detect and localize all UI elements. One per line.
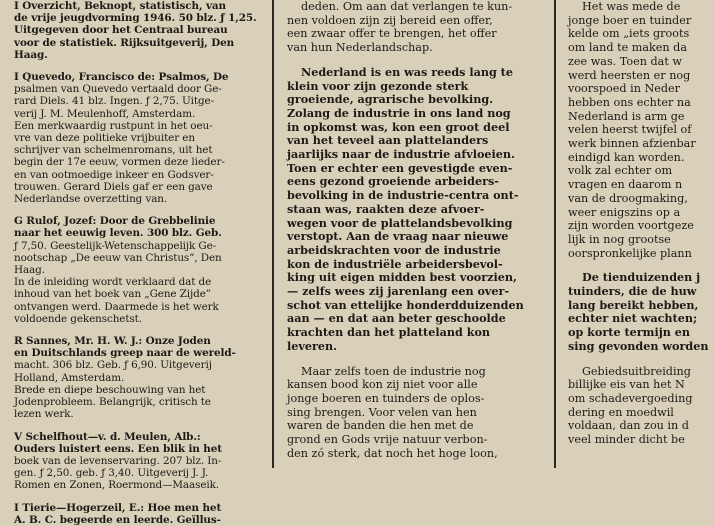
review-line: I Tierie—Hogerzeil, E.: Hoe men het	[14, 501, 222, 514]
review-line: en van ootmoedige inkeer en Godsver-	[14, 168, 214, 181]
review-line: Haag.	[14, 264, 45, 277]
review-line: voldoende gekenschetst.	[14, 312, 142, 325]
article-line: sing brengen. Voor velen van hen	[287, 405, 477, 419]
review-line: rard Diels. 41 blz. Ingen. ƒ 2,75. Uitge-	[14, 95, 214, 108]
review-line: verij J. M. Meulenhoff, Amsterdam.	[14, 107, 196, 120]
review-line: Haag.	[14, 48, 48, 61]
review-line: lezen werk.	[14, 408, 74, 421]
review-line: naar het eeuwig leven. 300 blz. Geb.	[14, 227, 222, 240]
article-line: wegen voor de plattelandsbevolking	[287, 215, 513, 230]
article-line: van de droogmaking,	[568, 191, 688, 205]
article-line: De tienduizenden j	[582, 270, 701, 285]
article-line: leveren.	[287, 338, 338, 353]
review-line: ƒ 7,50. Geestelijk-Wetenschappelijk Ge-	[14, 239, 217, 252]
article-line: werd heersten er nog	[568, 68, 691, 82]
article-line: voorspoed in Neder	[568, 82, 680, 96]
review-line: V Schelfhout—v. d. Meulen, Alb.:	[14, 430, 201, 443]
article-line: op korte termijn en	[568, 325, 691, 340]
review-line: R Sannes, Mr. H. W. J.: Onze Joden	[14, 335, 211, 348]
article-line: zijn worden voortgeze	[568, 219, 694, 233]
article-line: eens gezond groeiende arbeiders-	[287, 174, 499, 189]
review-line: schrijver van schelmenromans, uit het	[14, 144, 213, 157]
article-line: sing gevonden worden	[568, 338, 709, 353]
column-rule-left	[272, 0, 274, 468]
article-line: billijke eis van het N	[568, 378, 685, 392]
article-line: kansen bood kon zij niet voor alle	[287, 378, 478, 392]
review-entry	[14, 71, 264, 205]
article-line: schot van ettelijke honderdduizenden	[287, 297, 524, 312]
column-article-right	[560, 0, 714, 468]
article-line: volk zal echter om	[568, 164, 673, 178]
article-paragraph	[287, 0, 547, 55]
article-line: kon de industriële arbeidersbevol-	[287, 256, 503, 271]
article-line: krachten dan het platteland kon	[287, 325, 491, 340]
column-rule-right	[554, 0, 556, 468]
article-line: eindigd kan worden.	[568, 150, 685, 164]
article-line: om schadevergoeding	[568, 391, 693, 405]
article-line: den zó sterk, dat noch het hoge loon,	[287, 446, 498, 460]
review-line: boek van de levenservaring. 207 blz. In-	[14, 454, 222, 467]
article-line: hebben ons echter na	[568, 95, 691, 109]
article-paragraph	[568, 365, 714, 447]
article-line: een zwaar offer te brengen, het offer	[287, 27, 497, 41]
article-line: tuinders, die de huw	[568, 284, 697, 299]
review-entry	[14, 0, 264, 61]
review-line: vre van deze politieke vrijbuiter en	[14, 132, 195, 145]
review-line: begin der 17e eeuw, vormen deze lieder-	[14, 156, 225, 169]
review-entry	[14, 215, 264, 325]
article-line: king uit eigen midden best voorzien,	[287, 270, 517, 285]
review-line: In de inleiding wordt verklaard dat de	[14, 276, 212, 289]
article-line: weer enigszins op a	[568, 205, 681, 219]
review-line: G Rulof, Jozef: Door de Grebbelinie	[14, 215, 216, 228]
article-line: lang bereikt hebben,	[568, 297, 699, 312]
article-line: groeiende, agrarische bevolking.	[287, 92, 494, 107]
review-entry	[14, 502, 264, 526]
article-paragraph	[568, 271, 714, 353]
review-line: Brede en diepe beschouwing van het	[14, 383, 206, 396]
article-line: Toen er echter een gevestigde even-	[287, 160, 513, 175]
article-line: Maar zelfs toen de industrie nog	[301, 364, 486, 378]
article-line: waren de banden die hen met de	[287, 419, 474, 433]
article-line: — zelfs wees zij jarenlang een over-	[287, 284, 510, 299]
article-line: deden. Om aan dat verlangen te kun-	[301, 0, 513, 13]
article-line: jonge boer en tuinder	[568, 13, 692, 27]
article-line: staan was, raakten deze afvoer-	[287, 201, 485, 216]
article-paragraph	[287, 66, 547, 354]
article-line: Het was mede de	[582, 0, 681, 13]
article-line: Zolang de industrie in ons land nog	[287, 105, 511, 120]
article-line: arbeidskrachten voor de industrie	[287, 242, 501, 257]
review-line: I Overzicht, Beknopt, statistisch, van	[14, 0, 227, 12]
article-line: kelde om „iets groots	[568, 27, 690, 41]
article-line: in opkomst was, kon een groot deel	[287, 119, 510, 134]
review-line: Uitgegeven door het Centraal bureau	[14, 24, 228, 37]
article-line: grond en Gods vrije natuur verbon-	[287, 433, 488, 447]
article-line: om land te maken da	[568, 41, 688, 55]
review-line: de vrije jeugdvorming 1946. 50 blz. ƒ 1,25.	[14, 12, 257, 25]
review-line: en Duitschlands greep naar de wereld-	[14, 347, 236, 360]
review-entry	[14, 431, 264, 492]
review-line: psalmen van Quevedo vertaald door Ge-	[14, 83, 222, 96]
article-line: van het teveel aan plattelanders	[287, 133, 489, 148]
review-line: macht. 306 blz. Geb. ƒ 6,90. Uitgeverij	[14, 359, 212, 372]
article-line: Nederland is en was reeds lang te	[301, 64, 513, 79]
review-line: ontvangen werd. Daarmede is het werk	[14, 300, 219, 313]
article-line: bevolking in de industrie-centra ont-	[287, 188, 519, 203]
article-line: Nederland is arm ge	[568, 109, 685, 123]
article-line: veel minder dicht be	[568, 433, 685, 447]
review-line: nootschap „De eeuw van Christus”, Den	[14, 251, 222, 264]
article-line: oorspronkelijke plann	[568, 246, 692, 260]
article-line: velen heerst twijfel of	[568, 123, 692, 137]
article-line: jaarlijks naar de industrie afvloeien.	[287, 147, 515, 162]
article-paragraph	[568, 0, 714, 260]
review-line: voor de statistiek. Rijksuitgeverij, Den	[14, 36, 235, 49]
article-line: klein voor zijn gezonde sterk	[287, 78, 469, 93]
article-line: zee was. Toen dat w	[568, 54, 682, 68]
article-line: dering en moedwil	[568, 405, 674, 419]
review-line: gen. ƒ 2,50. geb. ƒ 3,40. Uitgeverij J. J.	[14, 467, 209, 480]
review-entry	[14, 335, 264, 420]
article-line: vragen en daarom n	[568, 178, 683, 192]
review-line: A. B. C. begeerde en leerde. Geïllus-	[14, 513, 221, 526]
article-line: jonge boeren en tuinders de oplos-	[287, 391, 485, 405]
article-line: aan — en dat aan beter geschoolde	[287, 311, 506, 326]
article-line: nen voldoen zijn zij bereid een offer,	[287, 13, 493, 27]
review-line: Holland, Amsterdam.	[14, 371, 125, 384]
article-line: voldaan, dan zou in d	[568, 419, 689, 433]
article-line: van hun Nederlandschap.	[287, 41, 433, 55]
column-article-middle	[279, 0, 551, 468]
column-book-reviews	[0, 0, 270, 526]
review-line: Jodenprobleem. Belangrijk, critisch te	[14, 396, 211, 409]
review-line: Ouders luistert eens. Een blik in het	[14, 442, 222, 455]
review-line: trouwen. Gerard Diels gaf er een gave	[14, 180, 213, 193]
article-paragraph	[287, 365, 547, 461]
review-line: Romen en Zonen, Roermond—Maaseik.	[14, 479, 220, 492]
review-line: I Quevedo, Francisco de: Psalmos, De	[14, 71, 229, 84]
article-line: echter niet wachten;	[568, 311, 698, 326]
review-line: inhoud van het boek van „Gene Zijde”	[14, 288, 211, 301]
article-line: lijk in nog grootse	[568, 232, 671, 246]
article-line: Gebiedsuitbreiding	[582, 364, 691, 378]
article-line: verstopt. Aan de vraag naar nieuwe	[287, 229, 509, 244]
review-line: Een merkwaardig rustpunt in het oeu-	[14, 119, 213, 132]
review-line: Nederlandse overzetting van.	[14, 193, 168, 206]
article-line: werk binnen afzienbar	[568, 137, 696, 151]
